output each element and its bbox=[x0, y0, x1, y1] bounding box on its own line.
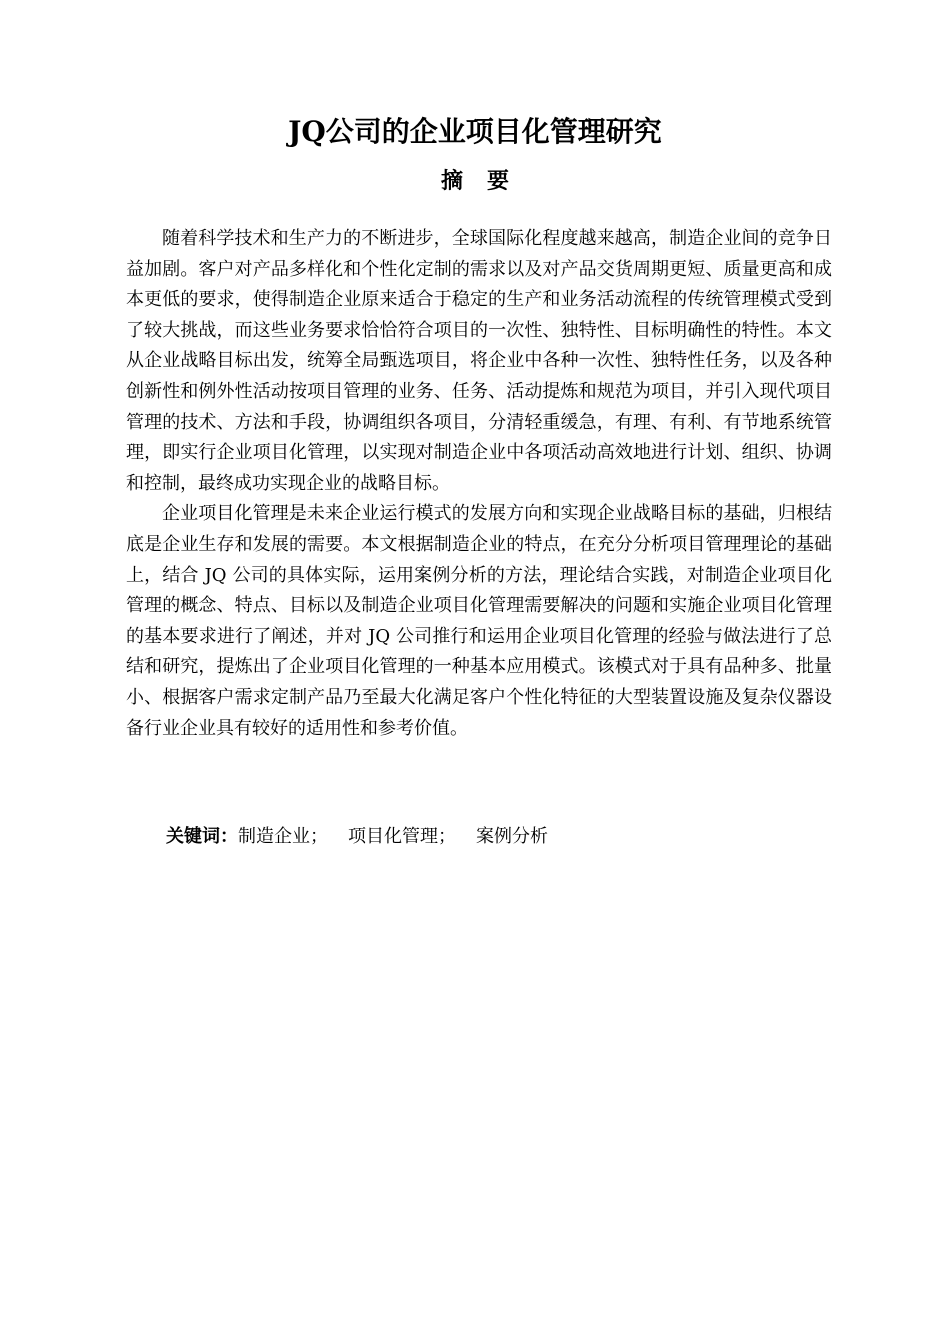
document-title: JQ公司的企业项目化管理研究 bbox=[288, 115, 662, 148]
abstract-paragraph-1: 随着科学技术和生产力的不断进步，全球国际化程度越来越高，制造企业间的竞争日益加剧。客户对产品多样化和个性化定制的需求以及对产品交货周期更短、质量更高和成本更低的要求，使得制造企业原来适合于稳定的生产和业务活动流程的传统管理模式受到了较大挑战，而这些业务要求恰恰符合项目的一次性、独特性、目标明确性的特性。本文从企业战略目标出发，统筹全局甄选项目，将企业中各种一次性、独特性任务，以及各种创新性和例外性活动按项目管理的业务、任务、活动提炼和规范为项目，并引入现代项目管理的技术、方法和手段，协调组织各项目，分清轻重缓急，有理、有利、有节地系统管理，即实行企业项目化管理，以实现对制造企业中各项活动高效地进行计划、组织、协调和控制，最终成功实现企业的战略目标。 bbox=[126, 228, 832, 494]
keyword-item-2: 项目化管理； bbox=[348, 826, 456, 847]
abstract-heading bbox=[0, 166, 950, 198]
keyword-item-3: 案例分析 bbox=[476, 826, 548, 847]
abstract-heading-char-1: 摘 bbox=[440, 169, 463, 194]
keywords-line bbox=[166, 822, 766, 852]
keywords-label: 关键词： bbox=[166, 826, 238, 847]
keyword-item-1: 制造企业； bbox=[238, 826, 328, 847]
abstract-heading-char-2: 要 bbox=[487, 169, 510, 194]
abstract-paragraph-2: 企业项目化管理是未来企业运行模式的发展方向和实现企业战略目标的基础，归根结底是企业生存和发展的需要。本文根据制造企业的特点，在充分分析项目管理理论的基础上，结合 JQ 公司的具体实际，运用案例分析的方法，理论结合实践，对制造企业项目化管理的概念、特点、目标以及制造企业项目化管理需要解决的问题和实施企业项目化管理的基本要求进行了阐述，并对 JQ 公司推行和运用企业项目化管理的经验与做法进行了总结和研究，提炼出了企业项目化管理的一种基本应用模式。该模式对于具有品种多、批量小、根据客户需求定制产品乃至最大化满足客户个性化特征的大型装置设施及复杂仪器设备行业企业具有较好的适用性和参考价值。 bbox=[126, 503, 832, 739]
abstract-body bbox=[126, 224, 832, 744]
